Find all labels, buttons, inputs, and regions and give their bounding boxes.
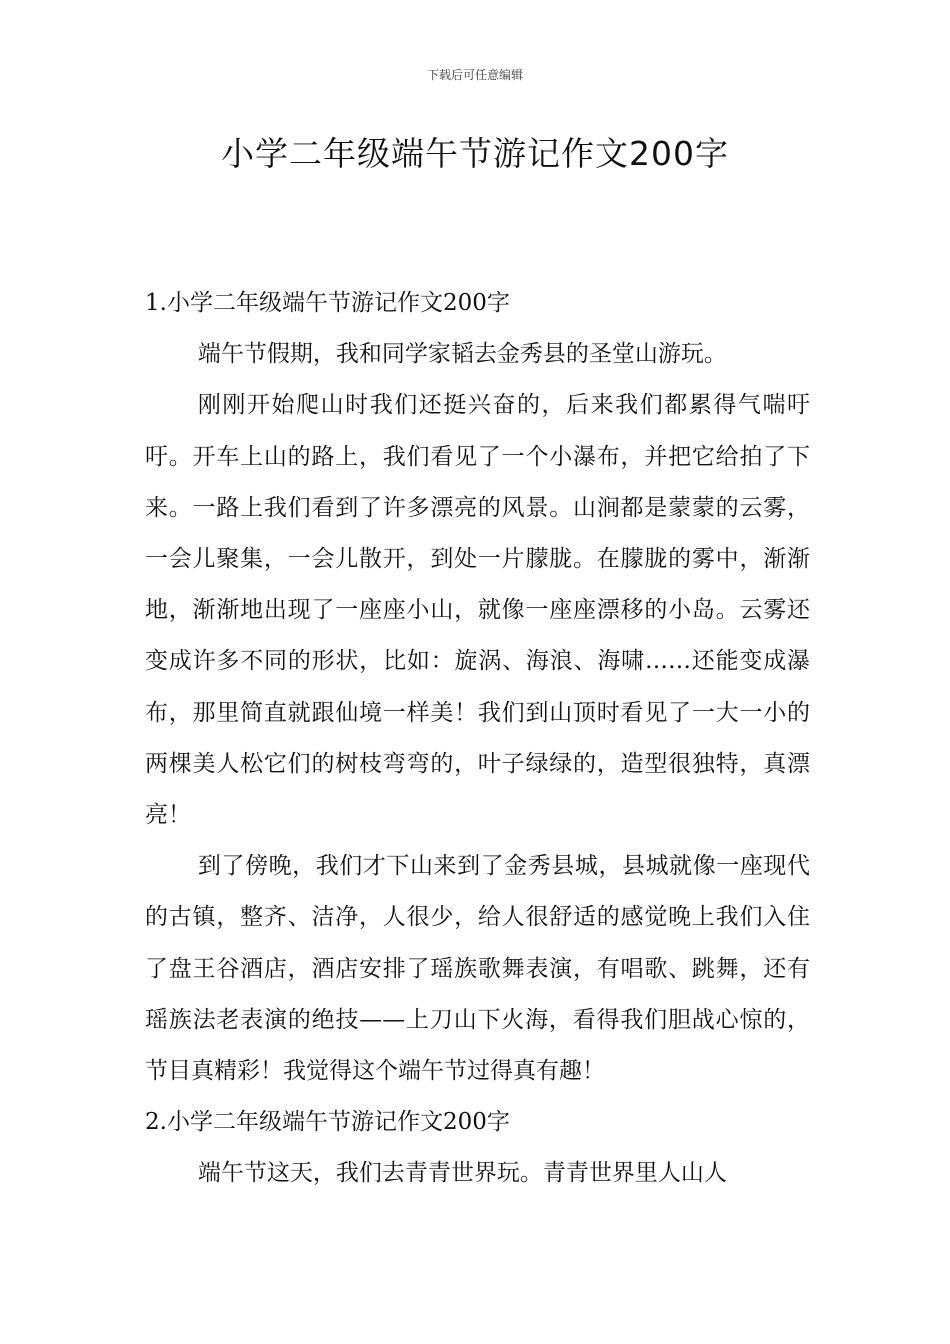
paragraph: 端午节这天，我们去青青世界玩。青青世界里人山人 — [197, 1160, 727, 1187]
paragraph: 刚刚开始爬山时我们还挺兴奋的，后来我们都累得气喘吁吁。开车上山的路上，我们看见了一个小瀑布，并把它给拍了下来。一路上我们看到了许多漂亮的风景。山涧都是蒙蒙的云雾，一会儿聚集，一会儿散开，到处一片朦胧。在朦胧的雾中，渐渐地，渐渐地出现了一座座小山，就像一座座漂移的小岛。云雾还变成许多不同的形状，比如：旋涡、海浪、海啸……还能变成瀑布，那里简直就跟仙境一样美！我们到山顶时看见了一大一小的两棵美人松它们的树枝弯弯的，叶子绿绿的，造型很独特，真漂亮！ — [145, 392, 810, 829]
paragraph: 端午节假期，我和同学家韬去金秀县的圣堂山游玩。 — [197, 341, 727, 368]
document-body — [145, 278, 810, 1200]
section-heading: 2.小学二年级端午节游记作文200字 — [145, 1109, 510, 1136]
document-title: 小学二年级端午节游记作文200字 — [221, 134, 729, 173]
section-heading: 1.小学二年级端午节游记作文200字 — [145, 290, 510, 316]
paragraph: 到了傍晚，我们才下山来到了金秀县城，县城就像一座现代的古镇，整齐、洁净，人很少，给人很舒适的感觉晚上我们入住了盘王谷酒店，酒店安排了瑶族歌舞表演，有唱歌、跳舞，还有瑶族法老表演的绝技——上刀山下火海，看得我们胆战心惊的，节目真精彩！我觉得这个端午节过得真有趣！ — [145, 853, 810, 1085]
header-note: 下载后可任意编辑 — [426, 68, 523, 82]
